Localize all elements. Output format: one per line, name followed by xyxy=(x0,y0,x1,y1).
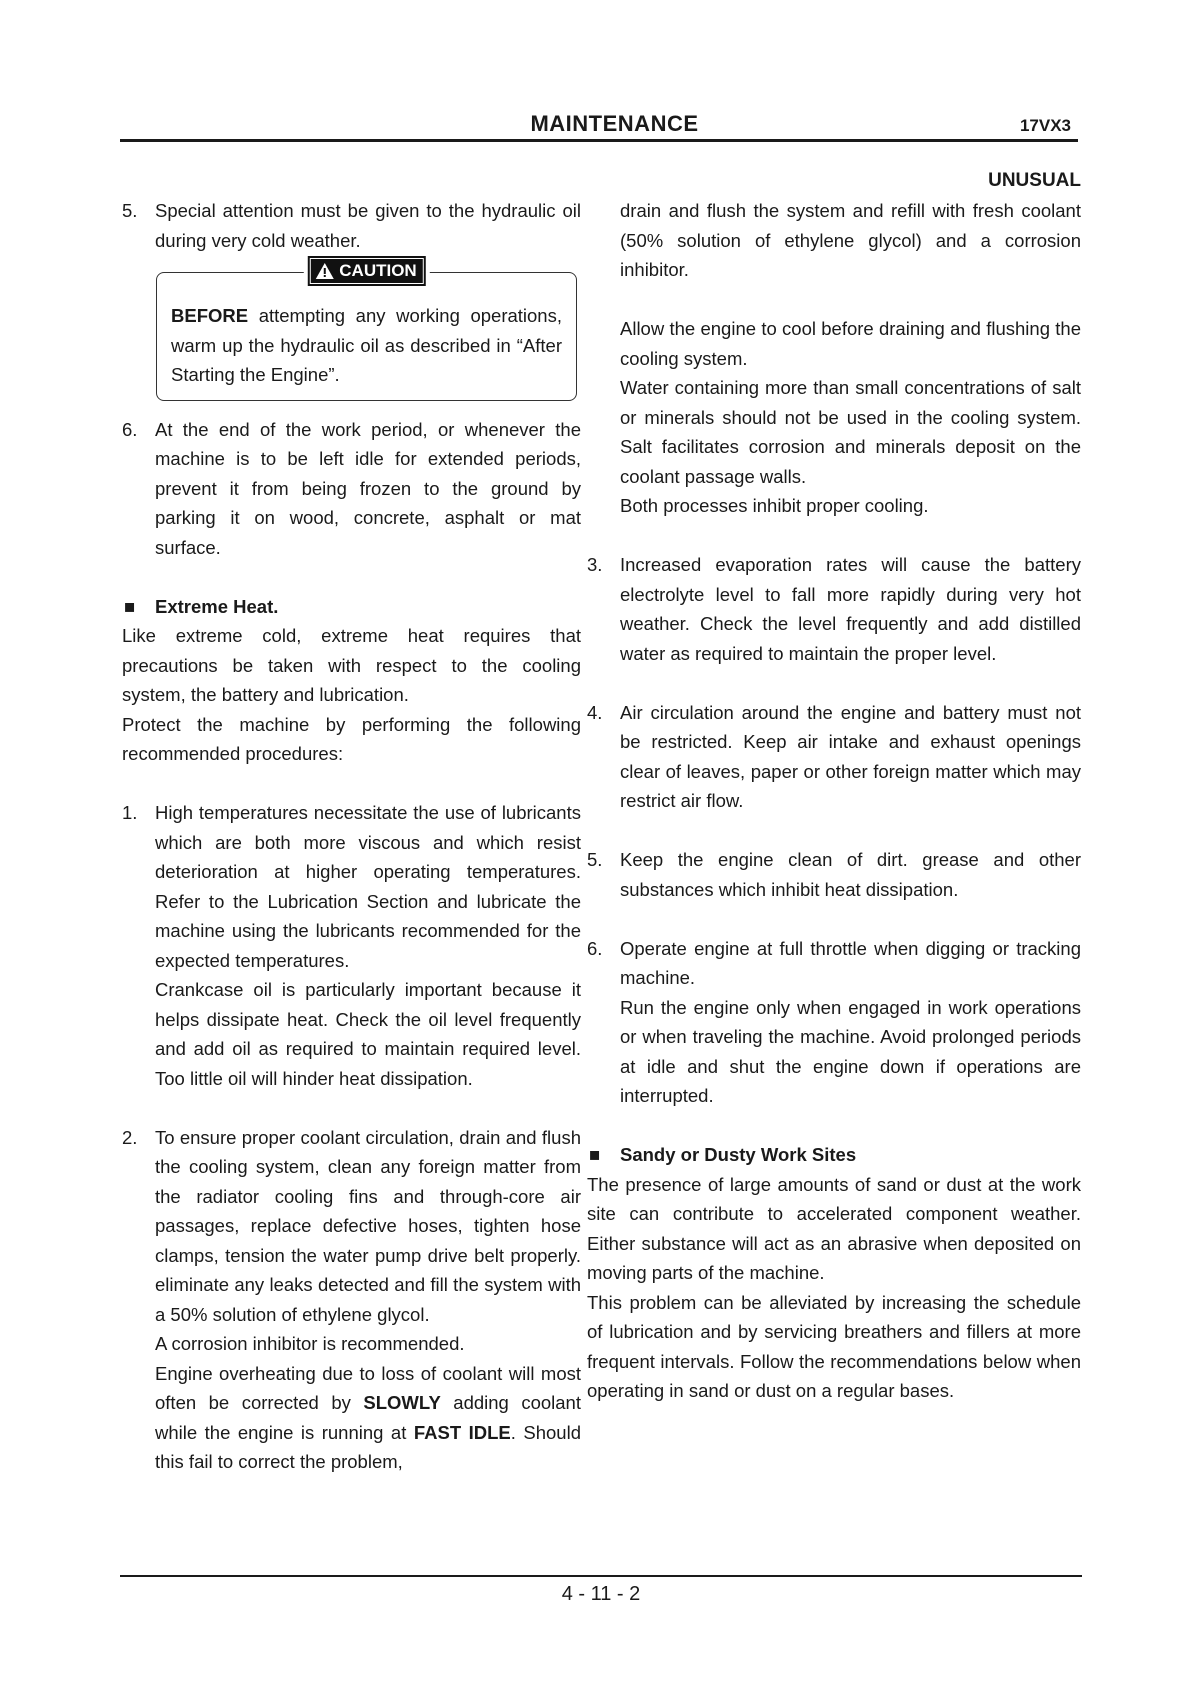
right-column xyxy=(587,196,1081,1406)
paragraph: Water containing more than small concentrations of salt or minerals should not be used in the cooling system. Salt facilitates corrosion and minerals deposit on the coolant passage walls. xyxy=(620,377,1081,487)
item-number: 6. xyxy=(122,418,138,440)
list-item-5-heat xyxy=(587,845,1081,904)
paragraph: Protect the machine by performing the following recommended procedures: xyxy=(122,713,581,764)
item-number: 5. xyxy=(122,200,138,221)
caution-label xyxy=(303,256,429,289)
section-tag: UNUSUAL xyxy=(988,170,1081,191)
paragraph: Both processes inhibit proper cooling. xyxy=(620,495,929,516)
item-text: Keep the engine clean of dirt. grease and other substances which inhibit heat dissipation. xyxy=(620,849,1081,900)
item-text: Air circulation around the engine and battery must not be restricted. Keep air intake and exhaust openings clear of leaves, paper or other foreign matter which may restrict air flow. xyxy=(620,701,1081,811)
list-item-5-cold xyxy=(122,196,581,255)
model-code: 17VX3 xyxy=(1019,116,1071,135)
square-bullet-icon: ■ xyxy=(589,1144,601,1165)
paragraph: This problem can be alleviated by increasing the schedule of lubrication and by servicing breathers and fillers at more frequent intervals. Follow the recommendations below when operating in sand or dust on a regular bases. xyxy=(587,1291,1081,1401)
item-text xyxy=(155,1359,581,1477)
warning-icon xyxy=(314,262,334,280)
left-column xyxy=(122,196,581,1477)
emphasis: FAST IDLE xyxy=(413,1421,511,1443)
paragraph: Like extreme cold, extreme heat requires that precautions be taken with respect to the cooling system, the battery and lubrication. xyxy=(122,625,581,705)
heading-text: Extreme Heat. xyxy=(155,595,279,617)
item-number: 5. xyxy=(587,849,603,870)
page-number: 4 - 11 - 2 xyxy=(561,1583,641,1605)
section-heading-sandy xyxy=(587,1140,1081,1170)
item-text: High temperatures necessitate the use of lubricants which are both more viscous and which resist deterioration at higher operating temperatures. Refer to the Lubrication Section and lubricate the machine using the lubricants recommended for the expected temperatures. xyxy=(155,802,581,971)
section-heading-extreme-heat xyxy=(122,592,581,622)
caution-text: CAUTION xyxy=(339,261,417,280)
paragraph: The presence of large amounts of sand or dust at the work site can contribute to accelerated component weather. Either substance will act as an abrasive when deposited on moving parts of the machine. xyxy=(587,1173,1081,1283)
list-item-4-heat xyxy=(587,698,1081,816)
item-number: 4. xyxy=(587,701,603,723)
emphasis: SLOWLY xyxy=(363,1392,441,1413)
header-divider xyxy=(120,139,1078,142)
item-text: Operate engine at full throttle when digging or tracking machine. xyxy=(620,937,1081,988)
list-item-6-cold xyxy=(122,415,581,563)
item-text: Special attention must be given to the hydraulic oil during very cold weather. xyxy=(155,200,581,251)
item-text: Increased evaporation rates will cause the battery electrolyte level to fall more rapidly during very hot weather. Check the level frequently and add distilled water as required to maintain the proper level. xyxy=(620,554,1081,664)
caution-body xyxy=(171,301,562,390)
list-item-1-heat xyxy=(122,798,581,1093)
item-number: 6. xyxy=(587,937,603,959)
caution-lead: BEFORE xyxy=(171,305,249,326)
list-item-6-heat xyxy=(587,934,1081,1111)
paragraph: drain and flush the system and refill with fresh coolant (50% solution of ethylene glycol) and a corrosion inhibitor. xyxy=(620,200,1081,280)
item-text: Run the engine only when engaged in work operations or when traveling the machine. Avoid prolonged periods at idle and shut the engine down if operations are interrupted. xyxy=(620,996,1081,1106)
caution-box xyxy=(156,261,577,401)
item-text: A corrosion inhibitor is recommended. xyxy=(155,1333,465,1354)
text-run: Engine overheating due to loss of coolant will most often be corrected by xyxy=(155,1362,581,1413)
item-number: 1. xyxy=(122,802,138,823)
item-number: 2. xyxy=(122,1126,138,1148)
page-title: MAINTENANCE xyxy=(530,111,699,136)
item-text: At the end of the work period, or whenever the machine is to be left idle for extended periods, prevent it from being frozen to the ground by parking it on wood, concrete, asphalt or mat surface. xyxy=(155,418,581,558)
square-bullet-icon: ■ xyxy=(124,595,136,617)
text-run: . Should this fail to correct the problem, xyxy=(155,1421,581,1472)
heading-text: Sandy or Dusty Work Sites xyxy=(620,1144,857,1165)
footer-divider xyxy=(120,1575,1082,1577)
item-number: 3. xyxy=(587,554,603,575)
item-text: Crankcase oil is particularly important because it helps dissipate heat. Check the oil level frequently and add oil as required to maintain required level. Too little oil will hinder heat dissipation. xyxy=(155,979,581,1089)
text-run: adding coolant while the engine is running at xyxy=(155,1392,581,1443)
caution-body-text: attempting any working operations, warm up the hydraulic oil as described in “After Starting the Engine”. xyxy=(171,305,562,385)
list-item-3-heat xyxy=(587,550,1081,668)
item-text: To ensure proper coolant circulation, drain and flush the cooling system, clean any foreign matter from the radiator cooling fins and through-core air passages, replace defective hoses, tighten hose clamps, tension the water pump drive belt properly. eliminate any leaks detected and fill the system with a 50% solution of ethylene glycol. xyxy=(155,1126,581,1325)
list-item-2-heat xyxy=(122,1123,581,1477)
paragraph: Allow the engine to cool before draining and flushing the cooling system. xyxy=(620,318,1081,369)
